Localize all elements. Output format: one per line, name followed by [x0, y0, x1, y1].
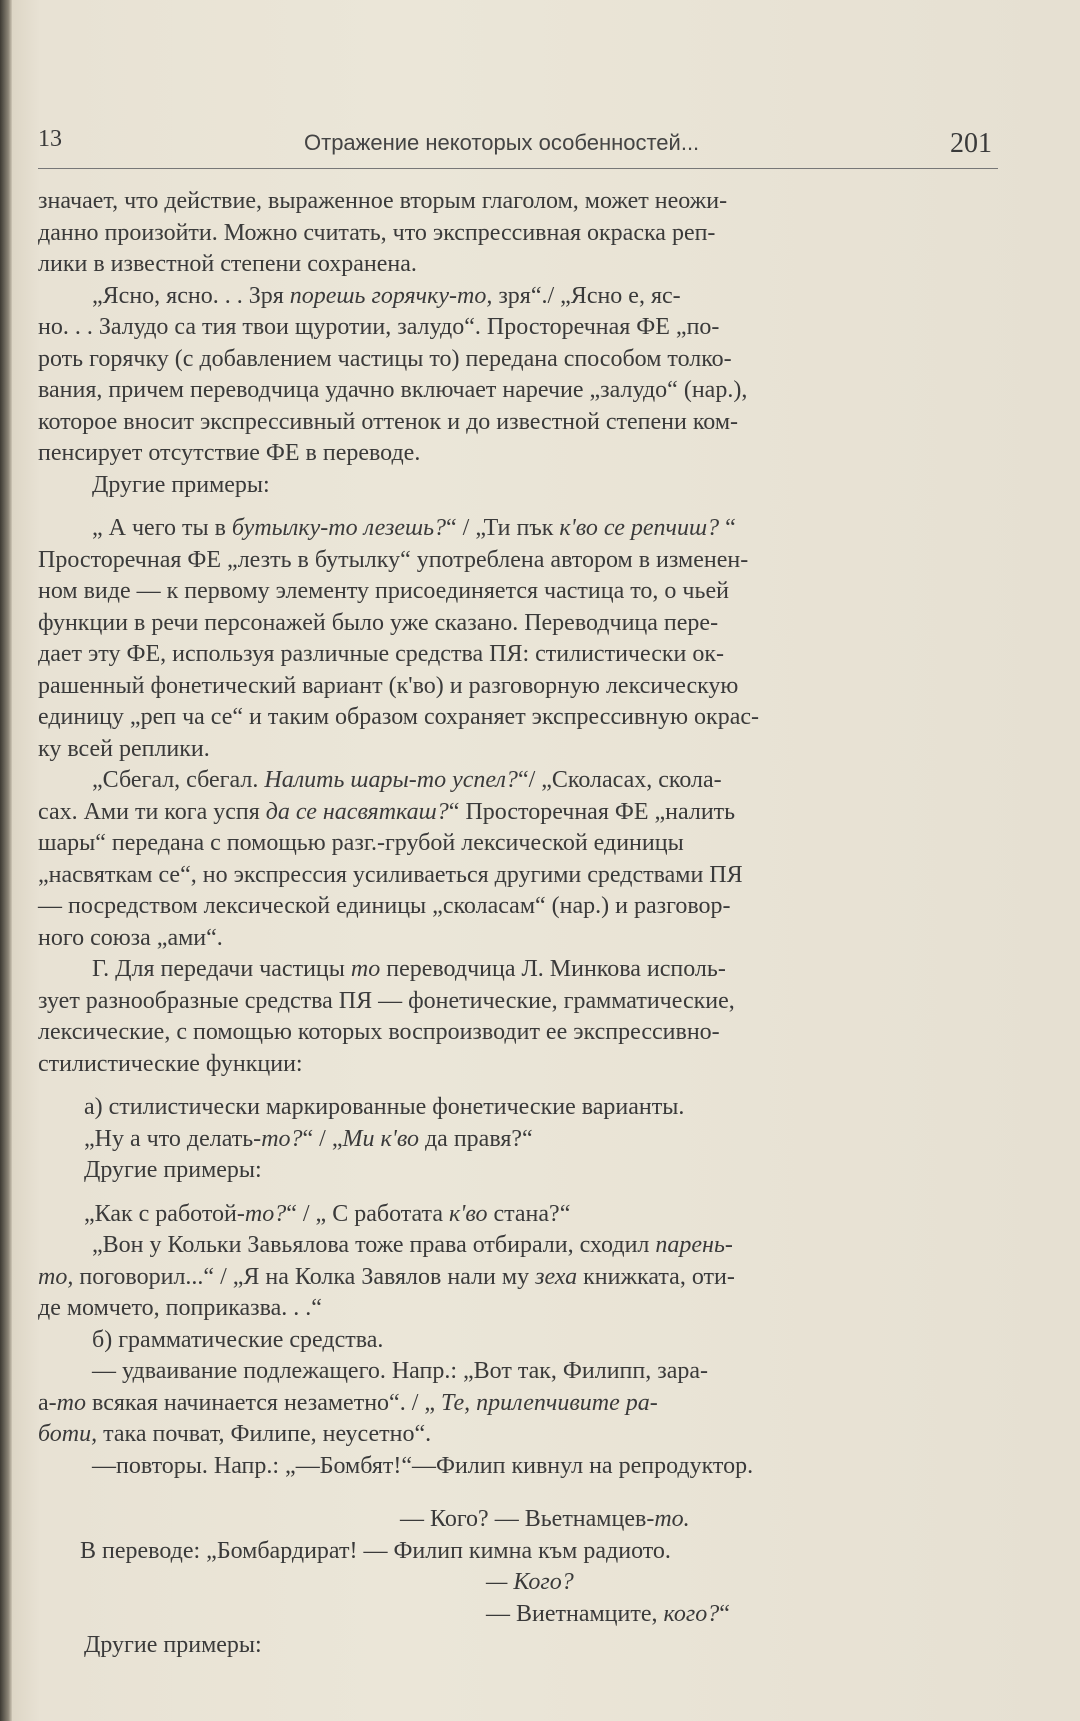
text-line: рашенный фонетический вариант (к'во) и разговорную лексическую — [38, 672, 739, 699]
text-line: ном виде — к первому элементу присоединяется частица то, о чьей — [38, 578, 729, 604]
list-item: а) стилистически маркированные фонетические варианты. — [84, 1094, 685, 1120]
text-line: единицу „реп ча се“ и таким образом сохраняет экспрессивную окрас- — [38, 704, 759, 730]
text-line: а-то всякая начинается незаметно“. / „ Те, прилепчивите ра- — [38, 1389, 658, 1416]
dialogue-line: В переводе: „Бомбардират! — Филип кимна към радиото. — [80, 1537, 671, 1564]
text-line: „насвяткам се“, но экспрессия усиливаеться другими средствами ПЯ — [38, 861, 743, 888]
header-rule — [38, 168, 998, 169]
text-line: лексические, с помощью которых воспроизводит ее экспрессивно- — [38, 1019, 720, 1045]
example-line: — удваивание подлежащего. Напр.: „Вот так, Филипп, зара- — [92, 1358, 709, 1384]
book-spine — [0, 0, 12, 1721]
text-line: но. . . Залудо са тия твои щуротии, залудо“. Просторечная ФЕ „по- — [38, 314, 720, 340]
example-line: „ А чего ты в бутылку-то лезешь?“ / „Ти пък к'во се репчиш? “ — [92, 515, 736, 541]
page-body — [38, 186, 993, 1662]
paragraph: Другие примеры: — [84, 1157, 262, 1183]
text-line: ку всей реплики. — [38, 735, 210, 762]
text-line: то, поговорил...“ / „Я на Колка Завялов нали му зеха книжката, оти- — [38, 1263, 735, 1290]
paragraph: Г. Для передачи частицы то переводчица Л. Минкова исполь- — [92, 956, 726, 982]
text-line: роть горячку (с добавлением частицы то) передана способом толко- — [38, 345, 732, 372]
text-line: шары“ передана с помощью разг.-грубой лексической единицы — [38, 830, 684, 856]
example-line: „Как с работой-то?“ / „ С работата к'во стана?“ — [84, 1200, 571, 1227]
text-line: лики в известной степени сохранена. — [38, 251, 417, 277]
text-line: которое вносит экспрессивный оттенок и до известной степени ком- — [38, 408, 739, 435]
paragraph: „Ясно, ясно. . . Зря порешь горячку-то, зря“./ „Ясно е, яс- — [92, 282, 681, 309]
paragraph: Другие примеры: — [84, 1632, 262, 1658]
text-line: стилистические функции: — [38, 1050, 303, 1077]
example-line: —повторы. Напр.: „—Бомбят!“—Филип кивнул на репродуктор. — [92, 1452, 754, 1479]
section-number: 13 — [38, 126, 62, 152]
text-line: значает, что действие, выраженное вторым глаголом, может неожи- — [38, 188, 728, 214]
text-line: де момчето, поприказва. . .“ — [38, 1295, 322, 1321]
text-line: Просторечная ФЕ „лезть в бутылку“ употреблена автором в изменен- — [38, 546, 749, 573]
text-line: функции в речи персонажей было уже сказано. Переводчица пере- — [38, 609, 719, 636]
list-item: б) грамматические средства. — [92, 1326, 384, 1353]
running-header — [38, 122, 998, 168]
paragraph: Другие примеры: — [92, 471, 270, 498]
text-line: сах. Ами ти кога успя да се насвяткаш?“ Просторечная ФЕ „налить — [38, 798, 736, 825]
text-line: пенсирует отсутствие ФЕ в переводе. — [38, 440, 421, 466]
text-line: данно произойти. Можно считать, что экспрессивная окраска реп- — [38, 219, 716, 246]
text-line: зует разнообразные средства ПЯ — фонетические, грамматические, — [38, 987, 735, 1014]
dialogue-line: — Виетнамците, кого?“ — [486, 1600, 730, 1627]
text-line: вания, причем переводчица удачно включает наречие „залудо“ (нар.), — [38, 377, 748, 403]
running-title: Отражение некоторых особенностей... — [304, 130, 700, 155]
text-line: боти, така почват, Филипе, неусетно“. — [38, 1421, 432, 1447]
text-line: ного союза „ами“. — [38, 924, 223, 951]
text-line: дает эту ФЕ, используя различные средства ПЯ: стилистически ок- — [38, 641, 725, 667]
example-line: „Ну а что делать-то?“ / „Ми к'во да правя?“ — [84, 1125, 533, 1152]
text-line: — посредством лексической единицы „сколасам“ (нар.) и разговор- — [38, 893, 731, 919]
example-line: „Сбегал, сбегал. Налить шары-то успел?“/ „Сколасах, сколa- — [92, 767, 722, 793]
page-number: 201 — [950, 128, 992, 159]
dialogue-line: — Кого? — Вьетнамцев-то. — [400, 1506, 690, 1532]
dialogue-line: — Кого? — [486, 1569, 574, 1595]
example-line: „Вон у Кольки Завьялова тоже права отбирали, сходил парень- — [92, 1232, 733, 1258]
